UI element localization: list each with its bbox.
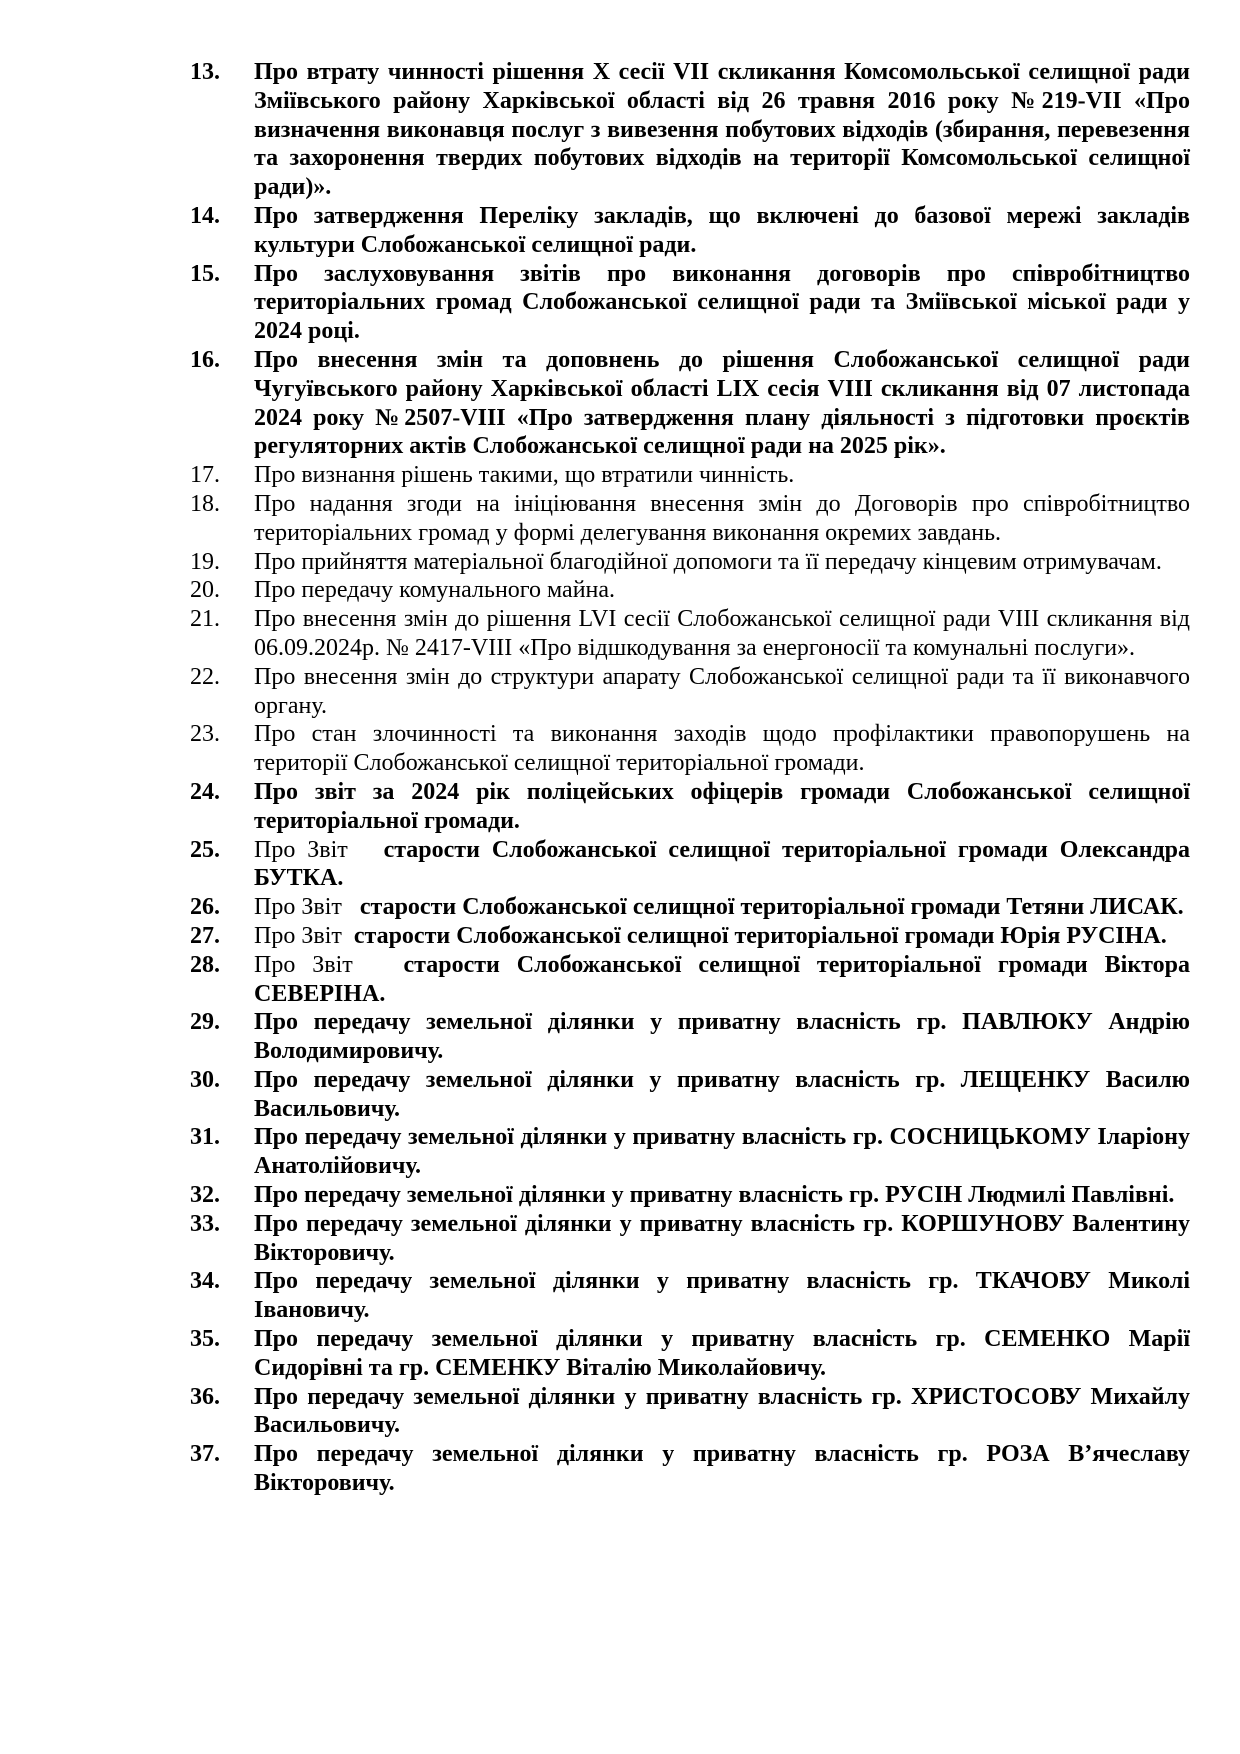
item-number: 34.	[190, 1268, 220, 1295]
item-text: Про стан злочинності та виконання заходів щодо профілактики правопорушень на території Слобожанської селищної територіальної громади.	[254, 721, 1190, 777]
item-number: 21.	[190, 606, 220, 633]
item-text: Про внесення змін до рішення LVI сесії Слобожанської селищної ради VIII скликання від 06.09.2024р. № 2417-VIII «Про відшкодування за енергоносії та комунальні послуги».	[254, 606, 1190, 661]
item-text: Про передачу земельної ділянки у приватну власність гр. ТКАЧОВУ Миколі Івановичу.	[254, 1268, 1190, 1324]
item-number: 29.	[190, 1009, 220, 1036]
item-text: Про передачу комунального майна.	[254, 577, 616, 604]
item-text: старости Слобожанської селищної територіальної громади Олександра БУТКА.	[254, 836, 1191, 892]
item-text: Про передачу земельної ділянки у приватну власність гр. СОСНИЦЬКОМУ Іларіону Анатолійовичу.	[254, 1124, 1190, 1180]
item-number: 15.	[190, 260, 220, 287]
item-number: 14.	[190, 202, 220, 229]
agenda-item-23	[190, 720, 1190, 778]
item-lead: Про Звіт	[254, 951, 353, 978]
agenda-item-31	[190, 1123, 1190, 1181]
item-text: Про передачу земельної ділянки у приватну власність гр. ХРИСТОСОВУ Михайлу Васильовичу.	[254, 1383, 1190, 1439]
item-number: 35.	[190, 1326, 220, 1353]
agenda-list	[190, 58, 1190, 1498]
item-text: Про передачу земельної ділянки у приватну власність гр. РУСІН Людмилі Павлівні.	[254, 1182, 1175, 1209]
item-text: Про передачу земельної ділянки у приватну власність гр. ПАВЛЮКУ Андрію Володимировичу.	[254, 1009, 1190, 1065]
item-text-wrap	[254, 836, 1190, 894]
item-text: Про внесення змін та доповнень до рішення Слобожанської селищної ради Чугуївського району Харківської області LIX сесія VIII скликання від 07 листопада 2024 року №2507-VIII «Про затвердження плану діяльності з підготовки проєктів регуляторних актів Слобожанської селищної ради на 2025 рік».	[254, 346, 1190, 460]
agenda-item-32	[190, 1181, 1190, 1210]
item-number: 33.	[190, 1210, 220, 1237]
item-text-wrap	[254, 951, 1190, 1009]
agenda-item-14	[190, 202, 1190, 260]
item-text: Про надання згоди на ініціювання внесення змін до Договорів про співробітництво територіальних громад у формі делегування виконання окремих завдань.	[254, 490, 1190, 546]
item-text: Про визнання рішень такими, що втратили чинність.	[254, 462, 795, 489]
item-lead: Про Звіт	[254, 836, 348, 863]
item-number: 37.	[190, 1441, 220, 1468]
agenda-item-13	[190, 58, 1190, 202]
item-number: 26.	[190, 894, 220, 921]
agenda-item-37	[190, 1440, 1190, 1498]
item-number: 27.	[190, 922, 220, 949]
item-number: 36.	[190, 1383, 220, 1410]
agenda-item-16	[190, 346, 1190, 461]
agenda-item-22	[190, 663, 1190, 721]
item-number: 24.	[190, 778, 220, 805]
item-lead: Про Звіт	[254, 894, 342, 921]
item-text: Про втрату чинності рішення Х сесії VII скликання Комсомольської селищної ради Зміївського району Харківської області від 26 травня 2016 року №219-VII «Про визначення виконавця послуг з вивезення побутових відходів (збирання, перевезення та захоронення твердих побутових відходів на території Комсомольської селищної ради)».	[254, 59, 1190, 201]
agenda-item-20	[190, 576, 1190, 605]
item-number: 13.	[190, 59, 220, 85]
item-text: Про внесення змін до структури апарату Слобожанської селищної ради та її виконавчого органу.	[254, 663, 1190, 719]
item-text: Про передачу земельної ділянки у приватну власність гр. РОЗА В’ячеславу Вікторовичу.	[254, 1441, 1190, 1497]
item-number: 19.	[190, 548, 220, 575]
item-text: старости Слобожанської селищної територіальної громади Віктора СЕВЕРІНА.	[254, 951, 1191, 1007]
agenda-item-33	[190, 1210, 1190, 1268]
item-number: 22.	[190, 663, 220, 690]
item-text: Про звіт за 2024 рік поліцейських офіцерів громади Слобожанської селищної територіальної громади.	[254, 778, 1190, 834]
agenda-item-36	[190, 1383, 1190, 1441]
agenda-item-27	[190, 922, 1190, 951]
item-text-wrap	[254, 893, 1190, 922]
item-text: Про передачу земельної ділянки у приватну власність гр. ЛЕЩЕНКУ Василю Васильовичу.	[254, 1066, 1190, 1122]
item-number: 20.	[190, 577, 220, 604]
agenda-item-24	[190, 778, 1190, 836]
agenda-item-21	[190, 605, 1190, 663]
item-number: 28.	[190, 951, 220, 978]
item-text: Про затвердження Переліку закладів, що включені до базової мережі закладів культури Слобожанської селищної ради.	[254, 202, 1190, 258]
item-text: Про передачу земельної ділянки у приватну власність гр. СЕМЕНКО Марії Сидорівні та гр. СЕМЕНКУ Віталію Миколайовичу.	[254, 1326, 1190, 1381]
item-lead: Про Звіт	[254, 922, 342, 949]
item-text: Про прийняття матеріальної благодійної допомоги та її передачу кінцевим отримувачам.	[254, 548, 1162, 575]
item-number: 30.	[190, 1066, 220, 1093]
item-text: Про заслуховування звітів про виконання договорів про співробітництво територіальних громад Слобожанської селищної ради та Зміївської міської ради у 2024 році.	[254, 260, 1190, 345]
agenda-item-28	[190, 951, 1190, 1009]
agenda-item-26	[190, 893, 1190, 922]
item-number: 31.	[190, 1124, 220, 1151]
item-text-wrap	[254, 922, 1190, 951]
agenda-item-34	[190, 1267, 1190, 1325]
item-text: Про передачу земельної ділянки у приватну власність гр. КОРШУНОВУ Валентину Вікторовичу.	[254, 1210, 1190, 1266]
agenda-item-29	[190, 1008, 1190, 1066]
agenda-item-15	[190, 260, 1190, 346]
item-number: 32.	[190, 1182, 220, 1209]
agenda-item-35	[190, 1325, 1190, 1383]
item-text: старости Слобожанської селищної територіальної громади Тетяни ЛИСАК.	[359, 894, 1184, 921]
item-number: 17.	[190, 462, 220, 489]
agenda-item-17	[190, 461, 1190, 490]
agenda-item-19	[190, 548, 1190, 577]
item-number: 18.	[190, 490, 220, 517]
item-number: 16.	[190, 346, 220, 373]
agenda-item-18	[190, 490, 1190, 548]
item-text: старости Слобожанської селищної територіальної громади Юрія РУСІНА.	[353, 922, 1167, 949]
item-number: 23.	[190, 721, 220, 748]
item-number: 25.	[190, 836, 220, 863]
agenda-item-30	[190, 1066, 1190, 1124]
agenda-item-25	[190, 836, 1190, 894]
